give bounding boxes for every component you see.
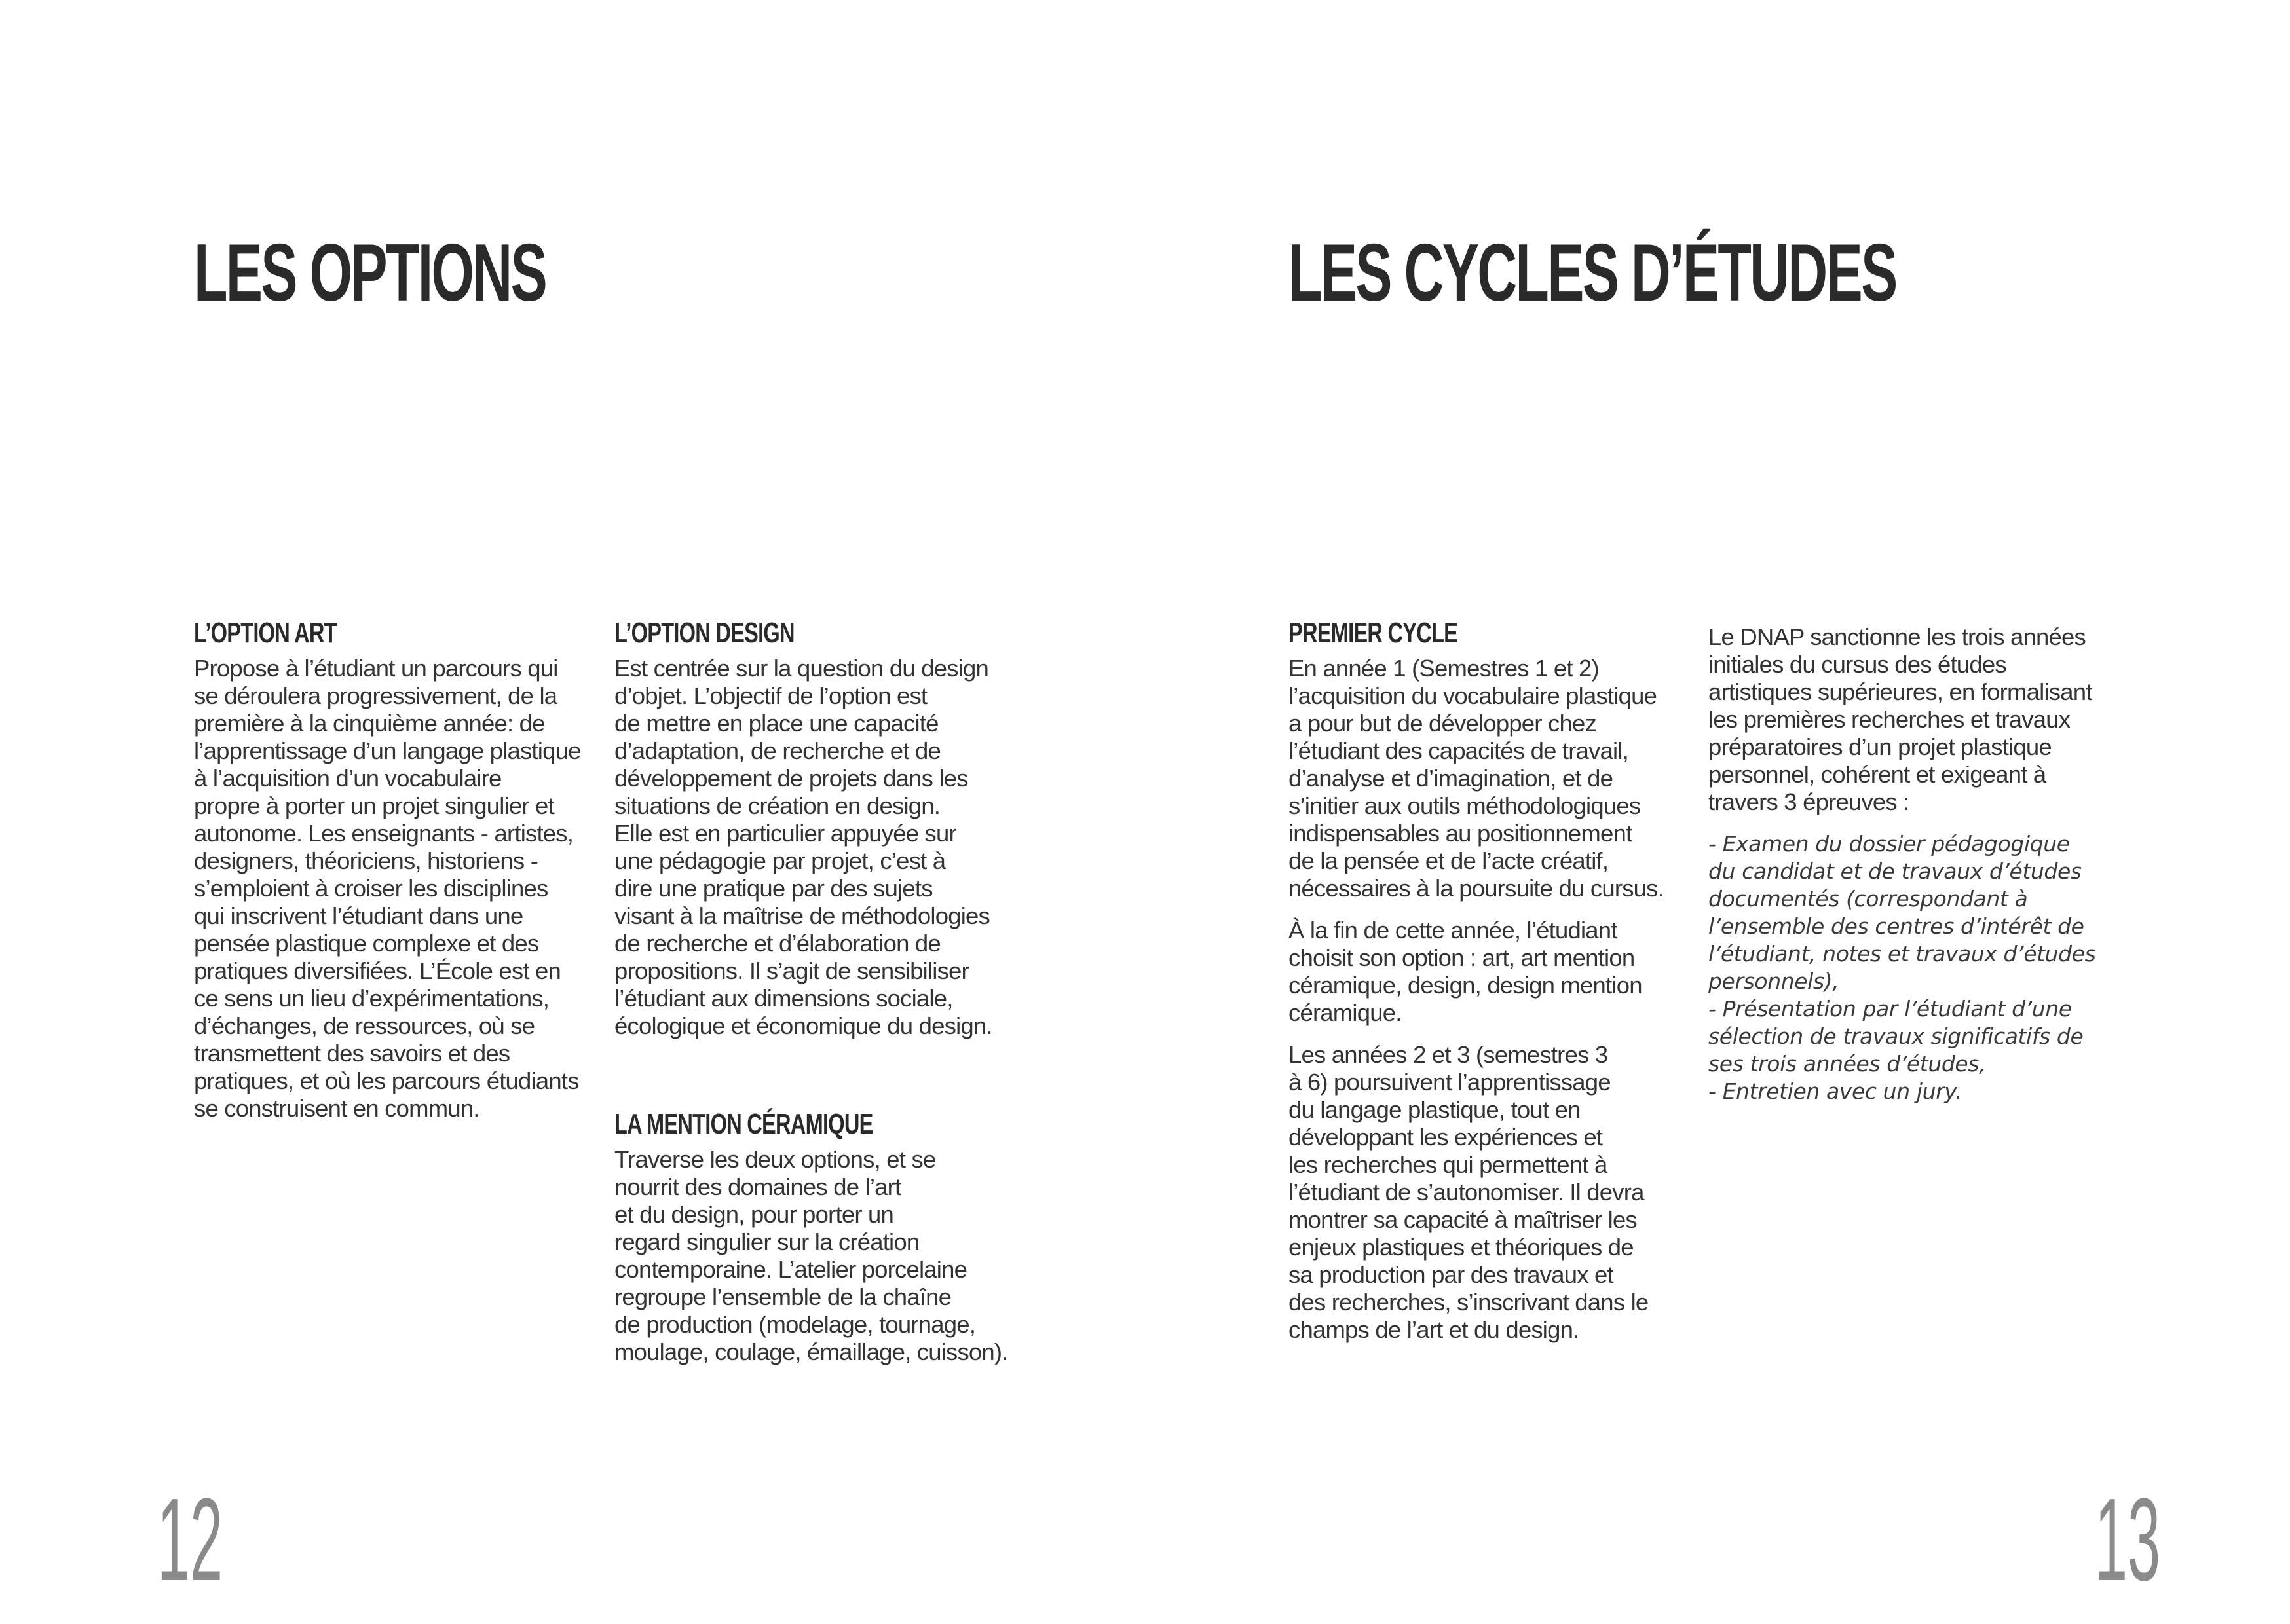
section-option-design [614,616,1034,1040]
heading-premier-cycle: PREMIER CYCLE [1288,617,1458,649]
heading-option-design: L’OPTION DESIGN [614,617,795,649]
text-dnap-intro: Le DNAP sanctionne les trois années initiales du cursus des études artistiques supérieures, en formalisant les premières recherches et travaux préparatoires d’un projet plastique personnel, cohérent et exigeant à travers 3 épreuves : [1708,623,2092,815]
page-number-right: 13 [2095,1474,2161,1606]
section-mention-ceramique [614,1107,1034,1366]
heading-mention-ceramique: LA MENTION CÉRAMIQUE [614,1108,873,1140]
page-number-left: 12 [157,1474,223,1606]
epreuve-dossier: - Examen du dossier pédagogique du candidat et de travaux d’études documentés (correspondant à l’ensemble des centres d’intérêt de l’étudiant, notes et travaux d’études personnels), [1708,831,2096,994]
text-option-design: Est centrée sur la question du design d’objet. L’objectif de l’option est de mettre en place une capacité d’adaptation, de recherche et de développement de projets dans les situations de création en design. Elle est en particulier appuyée sur une pédagogie par projet, c’est à dire une pratique par des sujets visant à la maîtrise de méthodologies de recherche et d’élaboration de propositions. Il s’agit de sensibiliser l’étudiant aux dimensions sociale, écologique et économique du design. [614,655,992,1039]
section-dnap [1708,623,2141,1105]
page-title-cycles: LES CYCLES D’ÉTUDES [1288,228,1896,318]
epreuve-entretien: - Entretien avec un jury. [1708,1079,1962,1104]
section-option-art [194,616,613,1122]
heading-option-art: L’OPTION ART [194,617,337,649]
text-mention-ceramique: Traverse les deux options, et se nourrit des domaines de l’art et du design, pour porter un regard singulier sur la création contemporaine. L’atelier porcelaine regroupe l’ensemble de la chaîne de production (modelage, tournage, moulage, coulage, émaillage, cuisson). [614,1146,1008,1365]
page-title-options: LES OPTIONS [194,228,546,318]
paragraph-annees-2-3: Les années 2 et 3 (semestres 3 à 6) poursuivent l’apprentissage du langage plastique, tout en développant les expériences et les recherches qui permettent à l’étudiant de s’autonomiser. Il devra montrer sa capacité à maîtriser les enjeux plastiques et théoriques de sa production par des travaux et des recherches, s’inscrivant dans le champs de l’art et du design. [1288,1041,1649,1343]
paragraph-choix-option: À la fin de cette année, l’étudiant choisit son option : art, art mention céramique, design, design mention céramique. [1288,917,1642,1026]
paragraph-annee-1: En année 1 (Semestres 1 et 2) l’acquisition du vocabulaire plastique a pour but de développer chez l’étudiant des capacités de travail, d’analyse et d’imagination, et de s’initier aux outils méthodologiques indispensables au positionnement de la pensée et de l’acte créatif, nécessaires à la poursuite du cursus. [1288,655,1664,902]
section-premier-cycle [1288,616,1708,1344]
epreuve-presentation: - Présentation par l’étudiant d’une sélection de travaux significatifs de ses trois années d’études, [1708,996,2084,1077]
text-option-art: Propose à l’étudiant un parcours qui se déroulera progressivement, de la première à la cinquième année: de l’apprentissage d’un langage plastique à l’acquisition d’un vocabulaire propre à porter un projet singulier et autonome. Les enseignants - artistes, designers, théoriciens, historiens - s’emploient à croiser les disciplines qui inscrivent l’étudiant dans une pensée plastique complexe et des pratiques diversifiées. L’École est en ce sens un lieu d’expérimentations, d’échanges, de ressources, où se transmettent des savoirs et des pratiques, et où les parcours étudiants se construisent en commun. [194,655,581,1122]
